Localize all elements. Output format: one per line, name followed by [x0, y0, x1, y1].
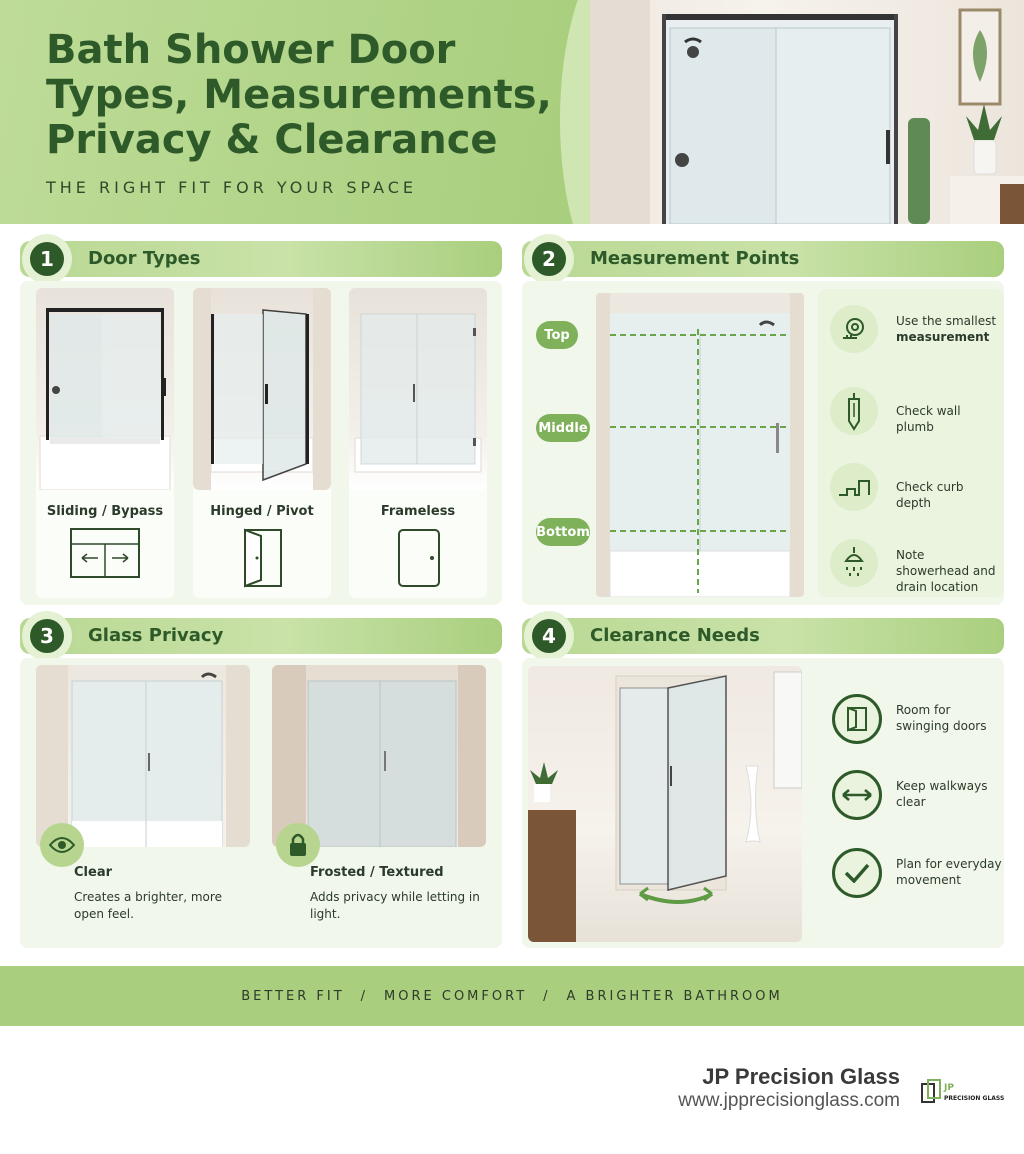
showerhead-icon [830, 539, 878, 587]
section-header [20, 618, 502, 654]
tip-text: Check curb depth [896, 480, 964, 510]
eye-icon [40, 823, 84, 867]
section-measurement-points [522, 241, 1004, 607]
privacy-option-desc: Adds privacy while letting in light. [310, 890, 480, 921]
section-title: Clearance Needs [590, 625, 760, 646]
measurement-point-middle: Middle [536, 414, 590, 442]
section-header [522, 241, 1004, 277]
tip-curb-depth [818, 457, 1004, 517]
tagline-item: A BRIGHTER BATHROOM [566, 988, 783, 1004]
door-type-label: Hinged / Pivot [210, 504, 314, 519]
section-title: Glass Privacy [88, 625, 224, 646]
section-number-badge: 4 [524, 611, 574, 661]
tip-smallest-measurement [818, 299, 1004, 359]
header-banner [0, 0, 1024, 224]
brand-name: JP Precision Glass [702, 1064, 900, 1089]
section-header [522, 618, 1004, 654]
checkmark-icon [832, 848, 882, 898]
footer-tagline-band [0, 966, 1024, 1026]
privacy-option-desc: Creates a brighter, more open feel. [74, 890, 222, 921]
clearance-item-swinging-doors [828, 694, 1008, 750]
lock-icon [276, 823, 320, 867]
section-header [20, 241, 502, 277]
door-type-label: Sliding / Bypass [46, 504, 164, 519]
frameless-door-icon [397, 528, 441, 592]
frosted-glass-photo [272, 665, 486, 847]
page-title: Bath Shower Door Types, Measurements, Privacy & Clearance [46, 27, 552, 163]
door-icon [832, 694, 882, 744]
brand-logo [920, 1078, 1004, 1106]
frameless-door-photo [349, 288, 487, 490]
tip-wall-plumb [818, 381, 1004, 441]
clear-glass-photo [36, 665, 250, 847]
svg-text:JP: JP [944, 1083, 954, 1093]
measurement-point-bottom: Bottom [536, 518, 590, 546]
plumb-level-icon [830, 387, 878, 435]
privacy-card-frosted [272, 665, 492, 941]
curb-icon [830, 463, 878, 511]
tagline-separator: / [543, 988, 551, 1004]
clearance-item-movement [828, 848, 1008, 904]
section-number-badge: 1 [22, 234, 72, 284]
measurement-tips-panel [818, 289, 1004, 597]
clearance-bathroom-photo [528, 666, 802, 942]
clearance-text: Keep walkways clear [896, 779, 988, 809]
tip-text: Check wall plumb [896, 404, 961, 434]
door-type-card-sliding [36, 288, 174, 598]
tape-measure-icon [830, 305, 878, 353]
privacy-card-clear [36, 665, 256, 941]
brand-url[interactable]: www.jpprecisionglass.com [678, 1090, 900, 1111]
door-type-card-frameless [349, 288, 487, 598]
section-number-badge: 3 [22, 611, 72, 661]
double-arrow-icon [832, 770, 882, 820]
section-door-types [20, 241, 502, 607]
page-subtitle: THE RIGHT FIT FOR YOUR SPACE [46, 178, 418, 197]
clearance-item-walkways [828, 770, 1008, 826]
door-type-label: Frameless [380, 504, 456, 519]
hero-shower-image [590, 0, 1024, 224]
sliding-door-icon [70, 528, 140, 582]
section-title: Door Types [88, 248, 201, 269]
section-number-badge: 2 [524, 234, 574, 284]
section-clearance-needs [522, 618, 1004, 948]
hinged-door-icon [239, 528, 285, 592]
tip-text: Use the smallest measurement [896, 314, 997, 344]
tagline-item: MORE COMFORT [384, 988, 528, 1004]
tip-showerhead-drain [818, 533, 1004, 593]
privacy-option-title: Frosted / Textured [310, 865, 444, 880]
door-type-card-hinged [193, 288, 331, 598]
tagline-item: BETTER FIT [241, 988, 345, 1004]
svg-text:PRECISION GLASS: PRECISION GLASS [944, 1095, 1004, 1102]
sliding-door-photo [36, 288, 174, 490]
clearance-text: Room for swinging doors [896, 703, 987, 733]
measurement-point-top: Top [536, 321, 578, 349]
hinged-door-photo [193, 288, 331, 490]
tagline-separator: / [360, 988, 369, 1004]
section-title: Measurement Points [590, 248, 800, 269]
section-glass-privacy [20, 618, 502, 948]
tip-text: Note showerhead and drain location [896, 548, 996, 594]
clearance-text: Plan for everyday movement [896, 857, 1002, 887]
privacy-option-title: Clear [74, 865, 112, 880]
measurement-shower-photo [596, 293, 804, 597]
